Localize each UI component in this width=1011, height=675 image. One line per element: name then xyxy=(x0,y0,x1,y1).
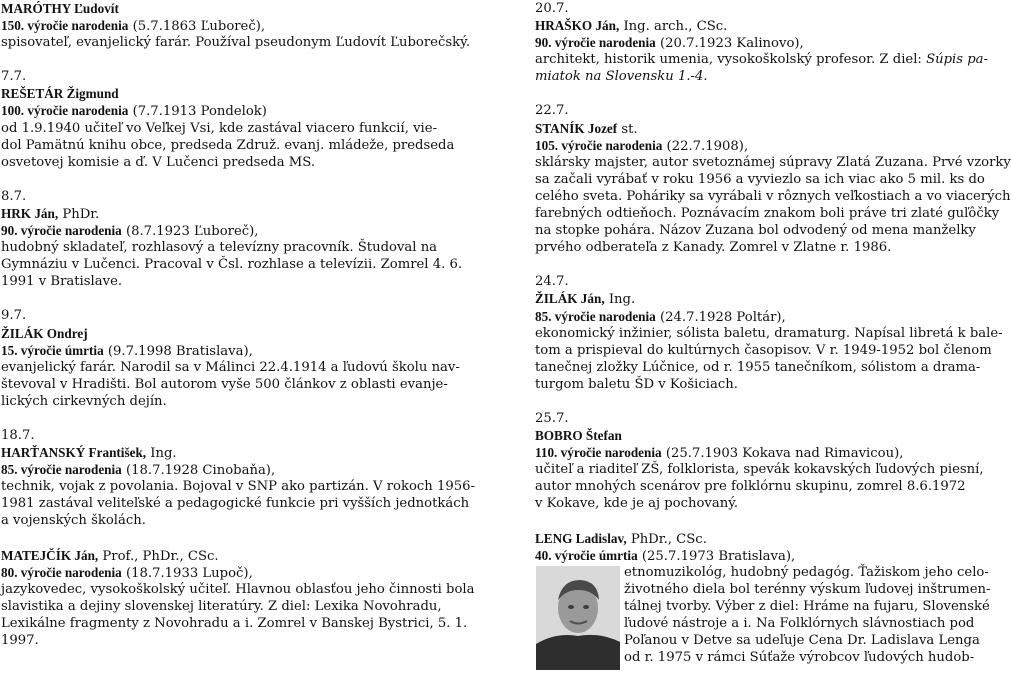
entry-text: od 1.9.1940 učiteľ vo Veľkej Vsi, kde zastával viacero funkcií, vie- xyxy=(1,120,438,136)
entry-anniversary: 100. výročie narodenia (7.7.1913 Pondelok) xyxy=(1,103,267,120)
entry-text: prvého odberateľa z Kanady. Zomrel v Zlatne r. 1986. xyxy=(535,240,892,256)
entry-name: LENG Ladislav, PhDr., CSc. xyxy=(535,530,707,547)
entry-marothy xyxy=(1,0,471,51)
entry-hartansky xyxy=(1,427,475,530)
entry-text: od r. 1975 v rámci Súťaže výrobcov ľudových hudob- xyxy=(624,650,975,666)
right-column xyxy=(535,0,1011,666)
entry-text: tanečnej zložky Lúčnice, od r. 1955 tanečníkom, sólistom a drama- xyxy=(535,359,981,375)
entry-text: evanjelický farár. Narodil sa v Málinci 22.4.1914 a ľudovú školu nav- xyxy=(1,359,460,375)
entry-anniversary: 85. výročie narodenia (24.7.1928 Poltár), xyxy=(535,308,786,325)
entry-text: architekt, historik umenia, vysokoškolský profesor. Z diel: Súpis pa- xyxy=(535,52,988,68)
entry-text: ekonomický inžinier, sólista baletu, dramaturg. Napísal libretá k bale- xyxy=(535,325,1003,341)
entry-anniversary: 15. výročie úmrtia (9.7.1998 Bratislava), xyxy=(1,342,253,359)
entry-anniversary: 85. výročie narodenia (18.7.1928 Cinobaňa), xyxy=(1,462,276,479)
entry-hrasko xyxy=(535,0,988,85)
entry-text: etnomuzikológ, hudobný pedagóg. Ťažiskom jeho celo- xyxy=(624,564,989,580)
entry-text: 1981 zastával veliteľské a pedagogické funkcie pri vyšších jednotkách xyxy=(1,496,470,512)
entry-text: sklársky majster, autor svetoznámej súpravy Zlatá Zuzana. Prvé vzorky xyxy=(535,154,1011,170)
entry-name: HRK Ján, PhDr. xyxy=(1,205,100,222)
entry-text: jazykovedec, vysokoškolský učiteľ. Hlavnou oblasťou jeho činnosti bola xyxy=(1,581,475,597)
entry-text: farebných odtieňoch. Poznávacím znakom boli práve tri zlaté guľôčky xyxy=(535,206,1000,222)
entry-date: 20.7. xyxy=(535,1,569,16)
entry-text: Gymnáziu v Lučenci. Pracoval v Čsl. rozhlase a televízii. Zomrel 4. 6. xyxy=(1,257,463,273)
entry-date: 9.7. xyxy=(1,308,27,324)
entry-date: 18.7. xyxy=(1,427,35,443)
entry-date: 8.7. xyxy=(1,188,27,204)
entry-resetar xyxy=(1,68,471,171)
entry-anniversary: 105. výročie narodenia (22.7.1908), xyxy=(535,137,749,154)
entry-text: a vojenských školách. xyxy=(1,513,146,529)
entry-zilak-ondrej xyxy=(1,307,471,410)
entry-text: autor mnohých scenárov pre folklórnu skupinu, zomrel 8.6.1972 xyxy=(535,479,966,495)
entry-name: HRAŠKO Ján, Ing. arch., CSc. xyxy=(535,18,728,35)
entry-text: 1991 v Bratislave. xyxy=(1,274,123,290)
entry-leng xyxy=(535,530,991,667)
entry-anniversary: 150. výročie narodenia (5.7.1863 Ľuboreč), xyxy=(1,18,266,35)
entry-text: sa začali vyrábať v roku 1956 a vyviezlo sa ich viac ako 5 mil. ks do xyxy=(535,171,985,187)
portrait-photo-icon xyxy=(536,566,620,670)
entry-text: osvetovej komisie a ď. V Lučenci predseda MS. xyxy=(1,154,316,170)
entry-date: 24.7. xyxy=(535,274,569,290)
portrait-photo xyxy=(536,566,620,670)
entry-text: ľudové nástroje a i. Na Folklórnych slávnostiach pod xyxy=(624,616,975,631)
entry-hrk xyxy=(1,188,471,291)
entry-text: spisovateľ, evanjelický farár. Používal pseudonym Ľudovít Ľuborečský. xyxy=(1,35,471,51)
entry-text: tálnej tvorby. Výber z diel: Hráme na fujaru, Slovenské xyxy=(624,598,990,614)
entry-text: na stopke pohára. Názov Zuzana bol odvodený od mena manželky xyxy=(535,223,976,239)
entry-name: STANÍK Jozef st. xyxy=(535,120,638,137)
entry-name: ŽILÁK Ján, Ing. xyxy=(535,291,636,308)
entry-anniversary: 90. výročie narodenia (8.7.1923 Ľuboreč), xyxy=(1,223,259,240)
entry-anniversary: 110. výročie narodenia (25.7.1903 Kokava nad Rimavicou), xyxy=(535,445,904,462)
entry-text: učiteľ a riaditeľ ZŠ, folklorista, spevák kokavských ľudových piesní, xyxy=(535,462,984,478)
entry-text: tom a prispieval do kultúrnych časopisov. V r. 1949-1952 bol členom xyxy=(535,342,992,358)
entry-text: lických cirkevných dejín. xyxy=(1,393,167,409)
entry-text: miatok na Slovensku 1.-4. xyxy=(535,69,708,85)
entry-matejcik xyxy=(1,547,475,650)
entry-stanik xyxy=(535,102,1011,256)
entry-text: celého sveta. Poháriky sa vyrábali v rôznych veľkostiach a vo viacerých xyxy=(535,188,1011,204)
entry-text: životného diela bol terénny výskum ľudovej inštrumen- xyxy=(624,581,991,597)
entry-anniversary: 90. výročie narodenia (20.7.1923 Kalinovo), xyxy=(535,35,804,52)
entry-date: 7.7. xyxy=(1,69,27,85)
entry-anniversary: 80. výročie narodenia (18.7.1933 Lupoč), xyxy=(1,564,253,581)
entry-bobro xyxy=(535,410,984,513)
entry-zilak-jan xyxy=(535,273,1003,393)
entry-date: 22.7. xyxy=(535,103,569,119)
entry-name: MATEJČÍK Ján, Prof., PhDr., CSc. xyxy=(1,547,219,564)
entry-anniversary: 40. výročie úmrtia (25.7.1973 Bratislava), xyxy=(535,547,796,564)
entry-text: turgom baletu ŠD v Košiciach. xyxy=(535,376,738,392)
entry-name: HARŤANSKÝ František, Ing. xyxy=(1,445,177,462)
left-column xyxy=(1,0,475,649)
entry-text: Lexikálne fragmenty z Novohradu a i. Zomrel v Banskej Bystrici, 5. 1. xyxy=(1,615,468,631)
entry-text: števoval v Hradišti. Bol autorom vyše 500 článkov z oblasti evanje- xyxy=(1,376,448,392)
entry-name: BOBRO Štefan xyxy=(535,428,622,444)
entry-text: Poľanou v Detve sa udeľuje Cena Dr. Ladislava Lenga xyxy=(624,633,980,649)
entry-text: slavistika a dejiny slovenskej literatúry. Z diel: Lexika Novohradu, xyxy=(1,598,442,614)
entry-name: MARÓTHY Ľudovít xyxy=(1,1,119,16)
entry-date: 25.7. xyxy=(535,410,569,426)
entry-text: hudobný skladateľ, rozhlasový a televízny pracovník. Študoval na xyxy=(1,240,438,256)
entry-text: dol Pamätnú knihu obce, predseda Združ. evanj. mládeže, predseda xyxy=(1,137,455,153)
entry-name: REŠETÁR Žigmund xyxy=(1,86,119,102)
entry-text: technik, vojak z povolania. Bojoval v SNP ako partizán. V rokoch 1956- xyxy=(1,479,475,495)
entry-text: 1997. xyxy=(1,633,39,648)
entry-name: ŽILÁK Ondrej xyxy=(1,325,88,341)
entry-text: v Kokave, kde je aj pochovaný. xyxy=(535,496,739,512)
